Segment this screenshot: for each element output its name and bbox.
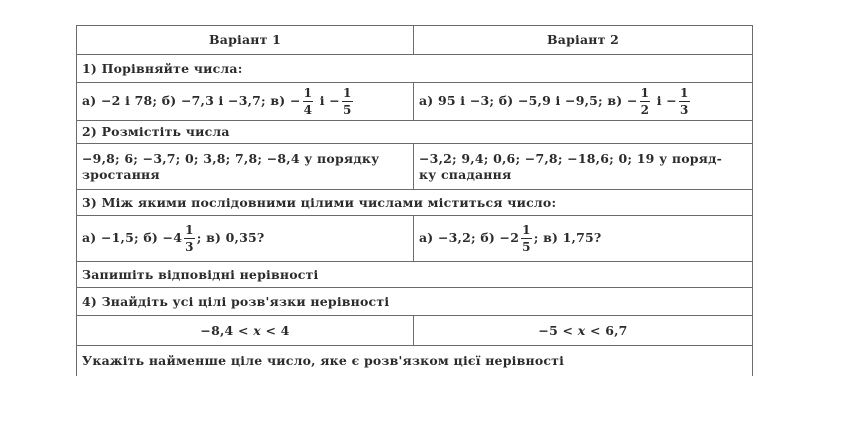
task-4-variant-1 <box>77 316 414 346</box>
task-3-heading: 3) Між якими послідовними цілими числами міститься число: <box>77 190 753 216</box>
inequality-left: −5 < <box>538 322 578 338</box>
inequality-variable: x <box>577 322 586 338</box>
task-1-v2-text: а) 95 і −3; б) −5,9 і −9,5; в) − <box>419 93 638 108</box>
fraction-numerator: 1 <box>679 86 689 100</box>
task-2-variant-1 <box>77 144 414 190</box>
task-1-v1-text: а) −2 і 78; б) −7,3 і −3,7; в) − <box>82 93 301 108</box>
task-4-note-row <box>77 346 753 376</box>
task-1-heading: 1) Порівняйте числа: <box>77 55 753 83</box>
fraction-numerator: 1 <box>303 86 313 100</box>
task-3-v1-text: а) −1,5; б) −4 <box>82 230 183 245</box>
task-1-heading-row <box>77 55 753 83</box>
task-2-v1-line2: зростання <box>82 166 160 182</box>
inequality-variable: x <box>253 322 261 338</box>
fraction <box>679 87 690 116</box>
task-1-variant-2 <box>414 83 753 121</box>
fraction-numerator: 1 <box>185 223 194 237</box>
task-3-variant-1 <box>77 216 414 262</box>
task-3-note: Запишіть відповідні нерівності <box>77 262 753 288</box>
task-1-v2-mid: і − <box>652 93 677 108</box>
header-row <box>77 26 753 55</box>
task-1-variant-1 <box>77 83 414 121</box>
task-3-note-row <box>77 262 753 288</box>
fraction-denominator: 5 <box>342 103 352 117</box>
fraction-denominator: 2 <box>640 103 650 117</box>
task-4-note: Укажіть найменше ціле число, яке є розв'язком цієї нерівності <box>77 346 753 376</box>
inequality-left: −8,4 < <box>200 322 254 338</box>
task-3-row <box>77 216 753 262</box>
task-3-heading-row <box>77 190 753 216</box>
task-3-v2-text: а) −3,2; б) −2 <box>419 230 520 245</box>
task-2-row <box>77 144 753 190</box>
fraction <box>342 87 353 116</box>
task-3-v2-tail: ; в) 1,75? <box>533 230 602 245</box>
fraction-numerator: 1 <box>342 86 352 100</box>
task-2-variant-2 <box>414 144 753 190</box>
task-2-v2-line2: ку спадання <box>419 166 512 182</box>
fraction-numerator: 1 <box>522 223 531 237</box>
fraction-denominator: 4 <box>303 103 313 117</box>
variant-1-header: Варіант 1 <box>77 26 414 55</box>
fraction-numerator: 1 <box>640 86 650 100</box>
task-4-variant-2 <box>414 316 753 346</box>
task-2-v1-line1: −9,8; 6; −3,7; 0; 3,8; 7,8; −8,4 у порядку <box>82 150 380 166</box>
worksheet-table <box>76 25 753 376</box>
task-4-row <box>77 316 753 346</box>
fraction <box>521 224 532 253</box>
inequality-right: < 4 <box>260 322 290 338</box>
variant-2-header: Варіант 2 <box>414 26 753 55</box>
task-2-heading-row <box>77 121 753 144</box>
task-4-heading-row <box>77 288 753 316</box>
task-1-row <box>77 83 753 121</box>
task-2-heading: 2) Розмістіть числа <box>77 121 753 144</box>
fraction-denominator: 3 <box>679 103 689 117</box>
task-3-v1-tail: ; в) 0,35? <box>196 230 265 245</box>
fraction <box>184 224 195 253</box>
inequality-right: < 6,7 <box>585 322 628 338</box>
fraction <box>640 87 651 116</box>
task-1-v1-mid: і − <box>315 93 340 108</box>
fraction <box>303 87 314 116</box>
task-3-variant-2 <box>414 216 753 262</box>
fraction-denominator: 3 <box>185 240 194 254</box>
task-2-v2-line1: −3,2; 9,4; 0,6; −7,8; −18,6; 0; 19 у поряд- <box>419 150 723 166</box>
fraction-denominator: 5 <box>522 240 531 254</box>
task-4-heading: 4) Знайдіть усі цілі розв'язки нерівності <box>77 288 753 316</box>
